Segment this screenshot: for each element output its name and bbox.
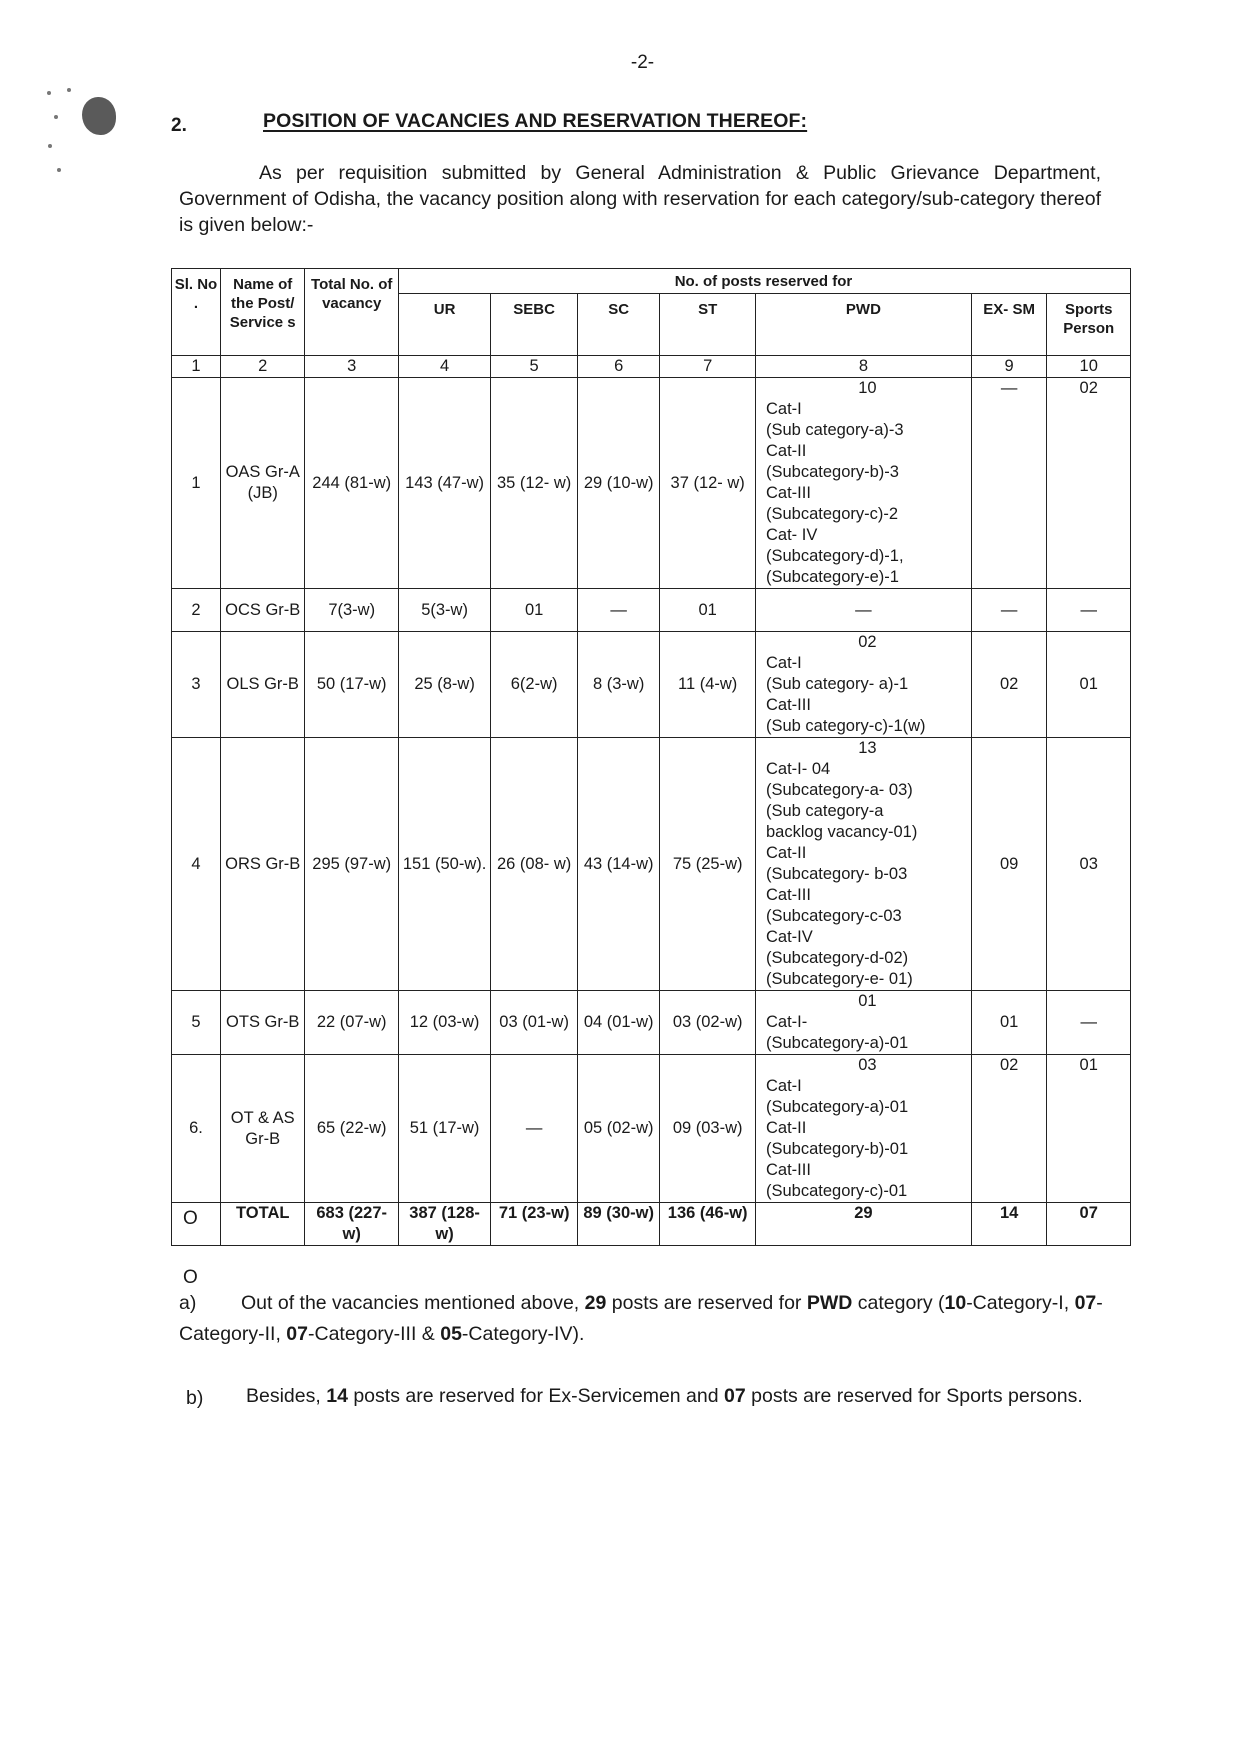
header-post: Name of the Post/ Service s xyxy=(220,269,305,356)
header-sc: SC xyxy=(578,294,660,356)
header-ur: UR xyxy=(398,294,490,356)
col-num: 5 xyxy=(491,356,578,378)
total-exsm: 14 xyxy=(971,1203,1047,1246)
cell-sc: 04 (01-w) xyxy=(578,991,660,1055)
scan-speck xyxy=(48,144,52,148)
cell-sports: 01 xyxy=(1047,632,1131,738)
cell-total: 22 (07-w) xyxy=(305,991,398,1055)
col-num: 9 xyxy=(971,356,1047,378)
col-num: 8 xyxy=(756,356,972,378)
pwd-subcategory-line: (Subcategory-a- 03) xyxy=(766,781,913,799)
cell-exsm: 09 xyxy=(971,738,1047,991)
total-pwd: 29 xyxy=(756,1203,972,1246)
note-b xyxy=(186,1383,1106,1410)
cell-sebc: — xyxy=(491,1055,578,1203)
pwd-subcategory-line: (Sub category-a)-3 xyxy=(766,421,904,439)
cell-sports: 01 xyxy=(1047,1055,1131,1203)
cell-sebc: 35 (12- w) xyxy=(491,378,578,589)
pwd-subcategory-line: Cat-II xyxy=(766,1119,807,1137)
pwd-subcategory-line: Cat-I xyxy=(766,654,802,672)
total-sports: 07 xyxy=(1047,1203,1131,1246)
cell-total: 7(3-w) xyxy=(305,589,398,632)
cell-sports: 02 xyxy=(1047,378,1131,589)
pwd-subcategory-line: Cat-II xyxy=(766,442,807,460)
cell-exsm: — xyxy=(971,378,1047,589)
cell-ur: 143 (47-w) xyxy=(398,378,490,589)
pwd-subcategory-line: (Subcategory-d-02) xyxy=(766,949,909,967)
pwd-subcategory-line: Cat-I xyxy=(766,1077,802,1095)
note-a: a) Out of the vacancies mentioned above, 29 posts are reserved for PWD category (10-Category-I, 07-Category-II, 07-Category-III & 05-Category-IV). xyxy=(179,1288,1104,1350)
pwd-subcategory-line: (Sub category-c)-1(w) xyxy=(766,717,926,735)
pwd-subcategory-line: Cat-I- xyxy=(766,1013,808,1031)
cell-sports: — xyxy=(1047,589,1131,632)
total-sc: 89 (30-w) xyxy=(578,1203,660,1246)
page-number: -2- xyxy=(630,52,655,73)
cell-post: OCS Gr-B xyxy=(220,589,305,632)
cell-exsm: — xyxy=(971,589,1047,632)
pwd-subcategory-line: (Subcategory-d)-1, xyxy=(766,547,904,565)
pwd-subcategory-line: (Subcategory-c)-01 xyxy=(766,1182,908,1200)
cell-sports: — xyxy=(1047,991,1131,1055)
cell-total: 295 (97-w) xyxy=(305,738,398,991)
cell-sebc: 6(2-w) xyxy=(491,632,578,738)
pwd-subcategory-line: (Sub category-a xyxy=(766,802,884,820)
cell-sc: 05 (02-w) xyxy=(578,1055,660,1203)
cell-post: OT & AS Gr-B xyxy=(220,1055,305,1203)
col-num: 10 xyxy=(1047,356,1131,378)
column-number-row xyxy=(172,356,1131,378)
col-num: 4 xyxy=(398,356,490,378)
pwd-subcategory-line: Cat-II xyxy=(766,844,807,862)
cell-total: 65 (22-w) xyxy=(305,1055,398,1203)
intro-paragraph xyxy=(179,160,1101,238)
cell-sebc: 03 (01-w) xyxy=(491,991,578,1055)
cell-pwd xyxy=(756,632,972,738)
pwd-subcategory-line: (Sub category- a)-1 xyxy=(766,675,909,693)
table-row xyxy=(172,991,1131,1055)
note-b-marker: b) xyxy=(186,1387,204,1409)
cell-post: ORS Gr-B xyxy=(220,738,305,991)
header-pwd: PWD xyxy=(756,294,972,356)
cell-pwd xyxy=(756,991,972,1055)
header-st: ST xyxy=(660,294,756,356)
table-row xyxy=(172,589,1131,632)
cell-ur: 25 (8-w) xyxy=(398,632,490,738)
pwd-subcategory-line: (Subcategory-e)-1 xyxy=(766,568,899,586)
total-st: 136 (46-w) xyxy=(660,1203,756,1246)
cell-sc: 29 (10-w) xyxy=(578,378,660,589)
pwd-subcategory-line: (Subcategory- b-03 xyxy=(766,865,908,883)
pwd-subcategory-line: Cat-IV xyxy=(766,928,813,946)
col-num: 7 xyxy=(660,356,756,378)
pwd-total: 01 xyxy=(858,992,877,1010)
pwd-subcategory-line: (Subcategory-a)-01 xyxy=(766,1098,909,1116)
pwd-subcategory-line: (Subcategory-b)-01 xyxy=(766,1140,909,1158)
pwd-subcategory-line: Cat-III xyxy=(766,696,811,714)
pwd-total: 10 xyxy=(858,379,877,397)
scan-speck xyxy=(54,115,58,119)
cell-post: OAS Gr-A (JB) xyxy=(220,378,305,589)
hole-punch-mark xyxy=(82,97,116,135)
pwd-total: 03 xyxy=(858,1056,877,1074)
cell-post: OTS Gr-B xyxy=(220,991,305,1055)
header-reserved-group: No. of posts reserved for xyxy=(398,269,1130,294)
section-number: 2. xyxy=(171,115,187,136)
pwd-subcategory-line: Cat-III xyxy=(766,484,811,502)
cell-st: 11 (4-w) xyxy=(660,632,756,738)
pwd-subcategory-line: (Subcategory-c)-2 xyxy=(766,505,899,523)
cell-total: 244 (81-w) xyxy=(305,378,398,589)
intro-text: As per requisition submitted by General Administration & Public Grievance Department, Government of Odisha, the vacancy position along with reservation for each category/sub-category thereof is given below:- xyxy=(179,162,1101,236)
cell-sports: 03 xyxy=(1047,738,1131,991)
total-label: TOTAL xyxy=(220,1203,305,1246)
total-ur: 387 (128-w) xyxy=(398,1203,490,1246)
total-total: 683 (227-w) xyxy=(305,1203,398,1246)
header-exsm: EX- SM xyxy=(971,294,1047,356)
table-row xyxy=(172,738,1131,991)
cell-exsm: 02 xyxy=(971,632,1047,738)
margin-mark: O xyxy=(183,1208,198,1229)
cell-ur: 5(3-w) xyxy=(398,589,490,632)
pwd-total: 02 xyxy=(858,633,877,651)
pwd-subcategory-line: Cat-I- 04 xyxy=(766,760,831,778)
cell-sc: — xyxy=(578,589,660,632)
total-sebc: 71 (23-w) xyxy=(491,1203,578,1246)
note-a-marker: a) xyxy=(179,1292,197,1314)
cell-sl: 5 xyxy=(172,991,221,1055)
cell-sc: 8 (3-w) xyxy=(578,632,660,738)
cell-sebc: 01 xyxy=(491,589,578,632)
vacancy-table xyxy=(171,268,1131,1246)
cell-sebc: 26 (08- w) xyxy=(491,738,578,991)
cell-sl: 4 xyxy=(172,738,221,991)
col-num: 2 xyxy=(220,356,305,378)
scan-speck xyxy=(57,168,61,172)
cell-pwd xyxy=(756,1055,972,1203)
cell-ur: 51 (17-w) xyxy=(398,1055,490,1203)
cell-ur: 12 (03-w) xyxy=(398,991,490,1055)
col-num: 3 xyxy=(305,356,398,378)
cell-post: OLS Gr-B xyxy=(220,632,305,738)
cell-pwd xyxy=(756,589,972,632)
cell-sl: 2 xyxy=(172,589,221,632)
scan-speck xyxy=(47,91,51,95)
header-sl-no: Sl. No . xyxy=(172,269,221,356)
pwd-subcategory-line: (Subcategory-b)-3 xyxy=(766,463,899,481)
cell-sl: 1 xyxy=(172,378,221,589)
col-num: 1 xyxy=(172,356,221,378)
cell-pwd xyxy=(756,738,972,991)
table-row xyxy=(172,378,1131,589)
header-sports: Sports Person xyxy=(1047,294,1131,356)
pwd-total: — xyxy=(855,600,872,619)
cell-st: 01 xyxy=(660,589,756,632)
cell-sc: 43 (14-w) xyxy=(578,738,660,991)
cell-sl: 3 xyxy=(172,632,221,738)
col-num: 6 xyxy=(578,356,660,378)
pwd-subcategory-line: Cat- IV xyxy=(766,526,818,544)
note-b-text: Besides, 14 posts are reserved for Ex-Servicemen and 07 posts are reserved for Sports persons. xyxy=(246,1385,1083,1407)
cell-pwd xyxy=(756,378,972,589)
pwd-subcategory-line: (Subcategory-c-03 xyxy=(766,907,902,925)
cell-total: 50 (17-w) xyxy=(305,632,398,738)
margin-mark: O xyxy=(183,1267,198,1288)
cell-exsm: 02 xyxy=(971,1055,1047,1203)
cell-exsm: 01 xyxy=(971,991,1047,1055)
cell-st: 03 (02-w) xyxy=(660,991,756,1055)
cell-st: 09 (03-w) xyxy=(660,1055,756,1203)
cell-sl: 6. xyxy=(172,1055,221,1203)
table-row xyxy=(172,1055,1131,1203)
pwd-subcategory-line: Cat-I xyxy=(766,400,802,418)
header-sebc: SEBC xyxy=(491,294,578,356)
section-title: POSITION OF VACANCIES AND RESERVATION THEREOF: xyxy=(263,110,808,132)
cell-st: 37 (12- w) xyxy=(660,378,756,589)
scan-speck xyxy=(67,88,71,92)
header-total: Total No. of vacancy xyxy=(305,269,398,356)
pwd-subcategory-line: Cat-III xyxy=(766,1161,811,1179)
table-row xyxy=(172,632,1131,738)
pwd-subcategory-line: Cat-III xyxy=(766,886,811,904)
total-row xyxy=(172,1203,1131,1246)
pwd-subcategory-line: (Subcategory-e- 01) xyxy=(766,970,913,988)
pwd-total: 13 xyxy=(858,739,877,757)
pwd-subcategory-line: backlog vacancy-01) xyxy=(766,823,918,841)
cell-ur: 151 (50-w). xyxy=(398,738,490,991)
pwd-subcategory-line: (Subcategory-a)-01 xyxy=(766,1034,909,1052)
table-body xyxy=(172,378,1131,1203)
cell-st: 75 (25-w) xyxy=(660,738,756,991)
